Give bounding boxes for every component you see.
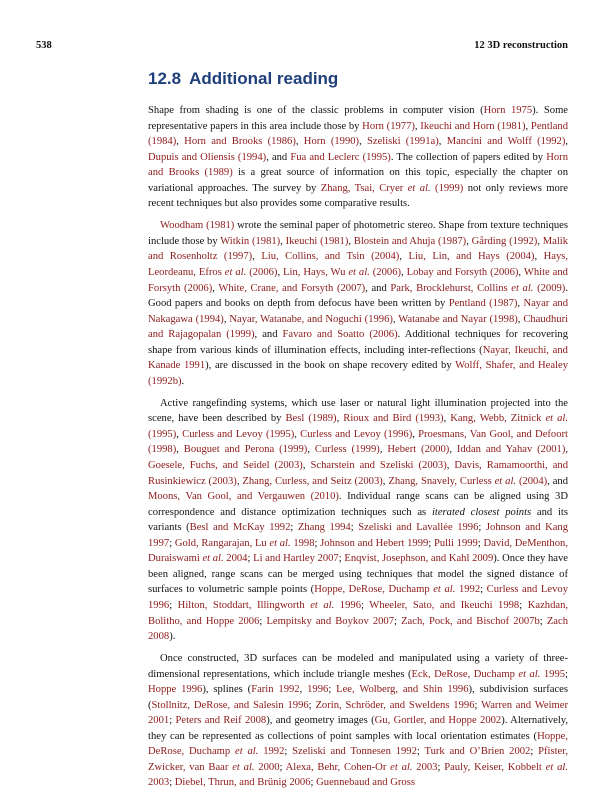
text-run: ,: [294, 428, 301, 440]
citation-link: Iddan and Yahav (2001): [456, 444, 566, 456]
citation-link: Liu, Lin, and Hays (2004): [408, 251, 535, 263]
citation-link: Bouguet and Perona (1999): [183, 444, 308, 456]
citation-link: Scharstein and Szeliski (2003): [310, 460, 447, 472]
citation-link: et al.: [235, 746, 259, 758]
citation-link: Eck, DeRose, Duchamp: [411, 668, 519, 680]
text-run: ,: [466, 235, 472, 247]
text-run: ,: [399, 251, 409, 263]
citation-link: Curless and Levoy (1996): [300, 428, 413, 440]
citation-link: Dupuis and Oliensis (1994): [148, 151, 267, 163]
text-run: ;: [437, 761, 445, 773]
text-run: ,: [401, 266, 407, 278]
citation-link: Hebert (2000): [387, 444, 450, 456]
citation-link: Kang, Webb, Zitnick: [450, 413, 546, 425]
text-run: ,: [176, 444, 184, 456]
text-run: and its variants (: [148, 506, 568, 534]
citation-link: et al.: [390, 761, 413, 773]
text-run: ,: [336, 413, 344, 425]
citation-link: Turk and O’Brien 2002: [424, 746, 531, 758]
text-run: ;: [169, 537, 175, 549]
text-run: , and: [547, 475, 569, 487]
citation-link: Li and Hartley 2007: [253, 553, 339, 565]
text-run: ,: [176, 136, 185, 148]
text-run: ), splines (: [202, 684, 252, 696]
body-text: [148, 103, 568, 798]
text-run: ,: [446, 460, 455, 472]
citation-link: 1998: [290, 537, 315, 549]
text-run: ;: [279, 761, 286, 773]
text-run: ,: [565, 444, 569, 456]
citation-link: Wheeler, Sato, and Ikeuchi 1998: [369, 599, 520, 611]
citation-link: 1996: [334, 599, 361, 611]
citation-link: Horn (1977): [362, 120, 415, 132]
text-run: ;: [539, 615, 547, 627]
citation-link: et al.: [202, 553, 224, 565]
citation-link: Park, Brocklehurst, Collins: [390, 282, 512, 294]
citation-link: Gårding (1992): [471, 235, 538, 247]
text-run: ,: [212, 282, 219, 294]
citation-link: Curless and Levoy (1995): [182, 428, 295, 440]
text-run: ;: [428, 537, 434, 549]
paragraph-active-rangefinding: [148, 396, 568, 645]
citation-link: (2006): [246, 266, 278, 278]
text-run: ,: [307, 444, 315, 456]
text-run: ;: [328, 684, 337, 696]
text-run: ).: [169, 631, 176, 643]
text-run: ,: [223, 313, 230, 325]
text-run: ,: [348, 235, 354, 247]
section-title-text: Additional reading: [189, 69, 339, 88]
text-run: ,: [280, 235, 286, 247]
text-run: ;: [394, 615, 402, 627]
citation-link: Guennebaud and Gross: [316, 777, 415, 789]
citation-link: Gold, Rangarajan, Lu: [174, 537, 270, 549]
text-run: ;: [314, 537, 321, 549]
text-run: ). Once they have been aligned, range scans can be merged using techniques that model the signed distance of surfaces to volumetric sample points (: [148, 553, 568, 596]
text-run: ,: [236, 475, 243, 487]
citation-link: Farin 1992: [251, 684, 300, 696]
citation-link: Nayar, Ikeuchi, and Kanade 1991: [148, 344, 568, 372]
citation-link: Witkin (1981): [220, 235, 281, 247]
citation-link: Szeliski and Tonnesen 1992: [292, 746, 417, 758]
citation-link: Zorin, Schröder, and Sweldens 1996: [315, 699, 475, 711]
running-head: [36, 40, 568, 51]
citation-link: (2006): [369, 266, 402, 278]
text-run: ,: [412, 428, 419, 440]
text-run: ,: [443, 413, 451, 425]
citation-link: Zhang, Tsai, Cryer: [320, 182, 408, 194]
citation-link: Proesmans, Van Gool, and Defoort (1998): [148, 428, 569, 456]
text-run: . The collection of papers edited by: [390, 151, 547, 163]
text-run: ,: [302, 460, 311, 472]
citation-link: Besl (1989): [285, 413, 337, 425]
text-run: is a great source of information on this topic, especially the chapter on variational approaches. The survey by: [148, 167, 568, 194]
text-run: ,: [299, 684, 308, 696]
citation-link: 2003: [148, 777, 170, 789]
text-run: ,: [359, 136, 367, 148]
citation-link: Gu, Gortler, and Hoppe 2002: [374, 715, 502, 727]
emphasis-text: iterated closest points: [431, 506, 532, 518]
text-run: ;: [169, 715, 176, 727]
citation-link: Hays, Leordeanu, Efros: [148, 251, 569, 278]
text-run: ,: [252, 251, 262, 263]
citation-link: Zach, Pock, and Bischof 2007b: [401, 615, 540, 627]
citation-link: Pulli 1999: [433, 537, 478, 549]
citation-link: et al.: [511, 282, 534, 294]
citation-link: Zhang, Snavely, Curless: [388, 475, 495, 487]
citation-link: Lempitsky and Boykov 2007: [266, 615, 395, 627]
citation-link: Lobay and Forsyth (2006): [406, 266, 519, 278]
citation-link: Stollnitz, DeRose, and Salesin 1996: [151, 699, 309, 711]
text-run: . Additional techniques for recovering shape from various kinds of illumination effects, including inter-reflections (: [148, 329, 568, 356]
text-run: ;: [519, 599, 528, 611]
text-run: ;: [416, 746, 425, 758]
citation-link: et al.: [224, 266, 247, 278]
citation-link: 2003: [412, 761, 438, 773]
citation-link: et al.: [494, 475, 517, 487]
text-run: , and: [254, 329, 283, 341]
section-number: 12.8: [148, 69, 182, 88]
text-run: ,: [379, 444, 388, 456]
citation-link: Zach 2008: [148, 615, 568, 643]
text-run: ,: [382, 475, 389, 487]
citation-link: et al.: [545, 761, 568, 773]
citation-link: 1992: [258, 746, 285, 758]
text-run: ). Some representative papers in this area include those by: [148, 105, 569, 132]
text-run: ,: [517, 298, 524, 310]
citation-link: Pauly, Keiser, Kobbelt: [444, 761, 546, 773]
text-run: ), subdivision surfaces (: [148, 684, 568, 711]
text-run: ,: [277, 266, 284, 278]
citation-link: 2004: [223, 553, 248, 565]
citation-link: Ikeuchi and Horn (1981): [420, 120, 526, 132]
text-run: ,: [438, 136, 447, 148]
text-run: ;: [259, 615, 267, 627]
citation-link: et al.: [518, 668, 541, 680]
text-run: ,: [534, 251, 544, 263]
citation-link: 1996: [307, 684, 329, 696]
text-run: ;: [565, 668, 568, 680]
chapter-title: 12 3D reconstruction: [474, 40, 568, 51]
text-run: ,: [176, 428, 183, 440]
citation-link: et al.: [433, 584, 456, 596]
text-run: ), and geometry images (: [266, 715, 375, 727]
citation-link: Pfister, Zwicker, van Baar: [148, 746, 569, 773]
citation-link: Szeliski (1991a): [367, 136, 439, 148]
citation-link: Nayar and Nakagawa (1994): [148, 298, 569, 325]
text-run: ,: [565, 136, 569, 148]
text-run: ,: [537, 235, 543, 247]
paragraph-photometric-stereo: [148, 218, 568, 389]
citation-link: Fua and Leclerc (1995): [290, 151, 391, 163]
citation-link: Watanabe and Nayar (1998): [398, 313, 518, 325]
citation-link: et al.: [232, 761, 255, 773]
paragraph-shape-from-shading: [148, 103, 568, 212]
text-run: ;: [530, 746, 539, 758]
citation-link: Ikeuchi (1981): [285, 235, 349, 247]
citation-link: et al.: [407, 182, 431, 194]
citation-link: Hilton, Stoddart, Illingworth: [177, 599, 311, 611]
text-run: . Good papers and books on depth from defocus have been written by: [148, 282, 568, 310]
text-run: ,: [517, 313, 524, 325]
text-run: Shape from shading is one of the classic problems in computer vision (: [148, 105, 484, 116]
text-run: ;: [247, 553, 254, 565]
citation-link: Malik and Rosenholtz (1997): [148, 235, 569, 263]
text-run: ;: [474, 699, 482, 711]
citation-link: Enqvist, Josephson, and Kahl 2009: [344, 553, 494, 565]
citation-link: Hoppe, DeRose, Duchamp: [148, 730, 568, 758]
text-run: ,: [414, 120, 421, 132]
citation-link: Woodham (1981): [160, 220, 235, 232]
text-run: ,: [525, 120, 531, 132]
citation-link: Rioux and Bird (1993): [343, 413, 444, 425]
text-run: , and: [266, 151, 291, 163]
citation-link: Hoppe 1996: [148, 684, 203, 696]
citation-link: Johnson and Hebert 1999: [320, 537, 429, 549]
citation-link: Lin, Hays, Wu: [283, 266, 349, 278]
citation-link: (1995): [148, 428, 177, 440]
citation-link: Chaudhuri and Rajagopalan (1999): [148, 313, 569, 341]
text-run: . Individual range scans can be aligned using 3D correspondence and distance optimization techniques such as: [148, 491, 568, 518]
text-run: ;: [310, 777, 317, 789]
citation-link: Pentland (1984): [148, 120, 568, 148]
citation-link: Horn and Brooks (1989): [148, 151, 568, 179]
citation-link: 1995: [540, 668, 566, 680]
citation-link: Liu, Collins, and Tsin (2004): [261, 251, 400, 263]
citation-link: Favaro and Soatto (2006): [282, 329, 398, 341]
citation-link: Blostein and Ahuja (1987): [353, 235, 467, 247]
citation-link: Pentland (1987): [448, 298, 518, 310]
text-run: wrote the seminal paper of photometric stereo. Shape from texture techniques include those by: [148, 220, 569, 247]
citation-link: Horn (1990): [303, 136, 360, 148]
citation-link: Besl and McKay 1992: [189, 522, 291, 534]
citation-link: Mancini and Wolff (1992): [446, 136, 566, 148]
text-run: ), are discussed in the book on shape recovery edited by: [205, 360, 456, 372]
citation-link: Alexa, Behr, Cohen-Or: [285, 761, 391, 773]
text-run: ,: [392, 313, 399, 325]
citation-link: (2004): [516, 475, 548, 487]
citation-link: et al.: [348, 266, 370, 278]
citation-link: Moons, Van Gool, and Vergauwen (2010): [148, 491, 339, 503]
citation-link: Nayar, Watanabe, and Noguchi (1996): [229, 313, 393, 325]
citation-link: Szeliski and Lavallée 1996: [358, 522, 479, 534]
citation-link: Peters and Reif 2008: [175, 715, 267, 727]
section-heading: [148, 69, 338, 89]
text-run: .: [181, 375, 185, 387]
citation-link: Davis, Ramamoorthi, and Rusinkiewicz (2003): [148, 460, 569, 487]
citation-link: (2009): [533, 282, 566, 294]
text-run: ;: [290, 522, 298, 534]
citation-link: et al.: [545, 413, 568, 425]
text-run: ;: [169, 599, 178, 611]
citation-link: White, Crane, and Forsyth (2007): [218, 282, 366, 294]
text-run: ;: [350, 522, 359, 534]
page-number: 538: [36, 40, 52, 51]
text-run: ,: [295, 136, 304, 148]
text-run: ;: [477, 537, 484, 549]
citation-link: Curless and Levoy 1996: [148, 584, 568, 611]
citation-link: Zhang, Curless, and Seitz (2003): [242, 475, 383, 487]
text-run: Once constructed, 3D surfaces can be modeled and manipulated using a variety of three-dimensional representations, which include triangle meshes (: [148, 653, 568, 680]
citation-link: Horn 1975: [483, 105, 533, 116]
text-run: ;: [284, 746, 293, 758]
citation-link: (1999): [430, 182, 464, 194]
text-run: Active rangefinding systems, which use laser or natural light illumination projected into the scene, have been described by: [148, 397, 568, 425]
citation-link: Curless (1999): [314, 444, 380, 456]
text-run: ;: [480, 584, 487, 596]
citation-link: Diebel, Thrun, and Brünig 2006: [174, 777, 311, 789]
citation-link: et al.: [310, 599, 335, 611]
text-run: ;: [478, 522, 486, 534]
citation-link: Warren and Weimer 2001: [148, 699, 569, 727]
citation-link: Johnson and Kang 1997: [148, 522, 569, 549]
text-run: , and: [365, 282, 391, 294]
citation-link: Horn and Brooks (1986): [184, 136, 296, 148]
citation-link: et al.: [269, 537, 291, 549]
text-run: ;: [169, 777, 175, 789]
citation-link: White and Forsyth (2006): [148, 266, 568, 294]
text-run: ;: [308, 699, 316, 711]
citation-link: Goesele, Fuchs, and Seidel (2003): [148, 460, 303, 472]
text-run: ;: [338, 553, 345, 565]
citation-link: David, DeMenthon, Duraiswami: [148, 537, 568, 565]
text-run: ). Alternatively, they can be represented as collections of point samples with local orientation estimates (: [148, 715, 569, 742]
citation-link: 1992: [455, 584, 481, 596]
citation-link: Zhang 1994: [297, 522, 351, 534]
paragraph-surface-representations: [148, 651, 568, 791]
text-run: ;: [361, 599, 370, 611]
text-run: ,: [518, 266, 524, 278]
citation-link: Lee, Wolberg, and Shin 1996: [336, 684, 469, 696]
citation-link: Wolff, Shafer, and Healey (1992b): [148, 360, 568, 387]
text-run: ,: [449, 444, 457, 456]
citation-link: Kazhdan, Bolitho, and Hoppe 2006: [148, 599, 569, 627]
citation-link: Hoppe, DeRose, Duchamp: [314, 584, 434, 596]
citation-link: 2000: [254, 761, 280, 773]
text-run: not only reviews more recent techniques but also provides some comparative results.: [148, 182, 568, 210]
